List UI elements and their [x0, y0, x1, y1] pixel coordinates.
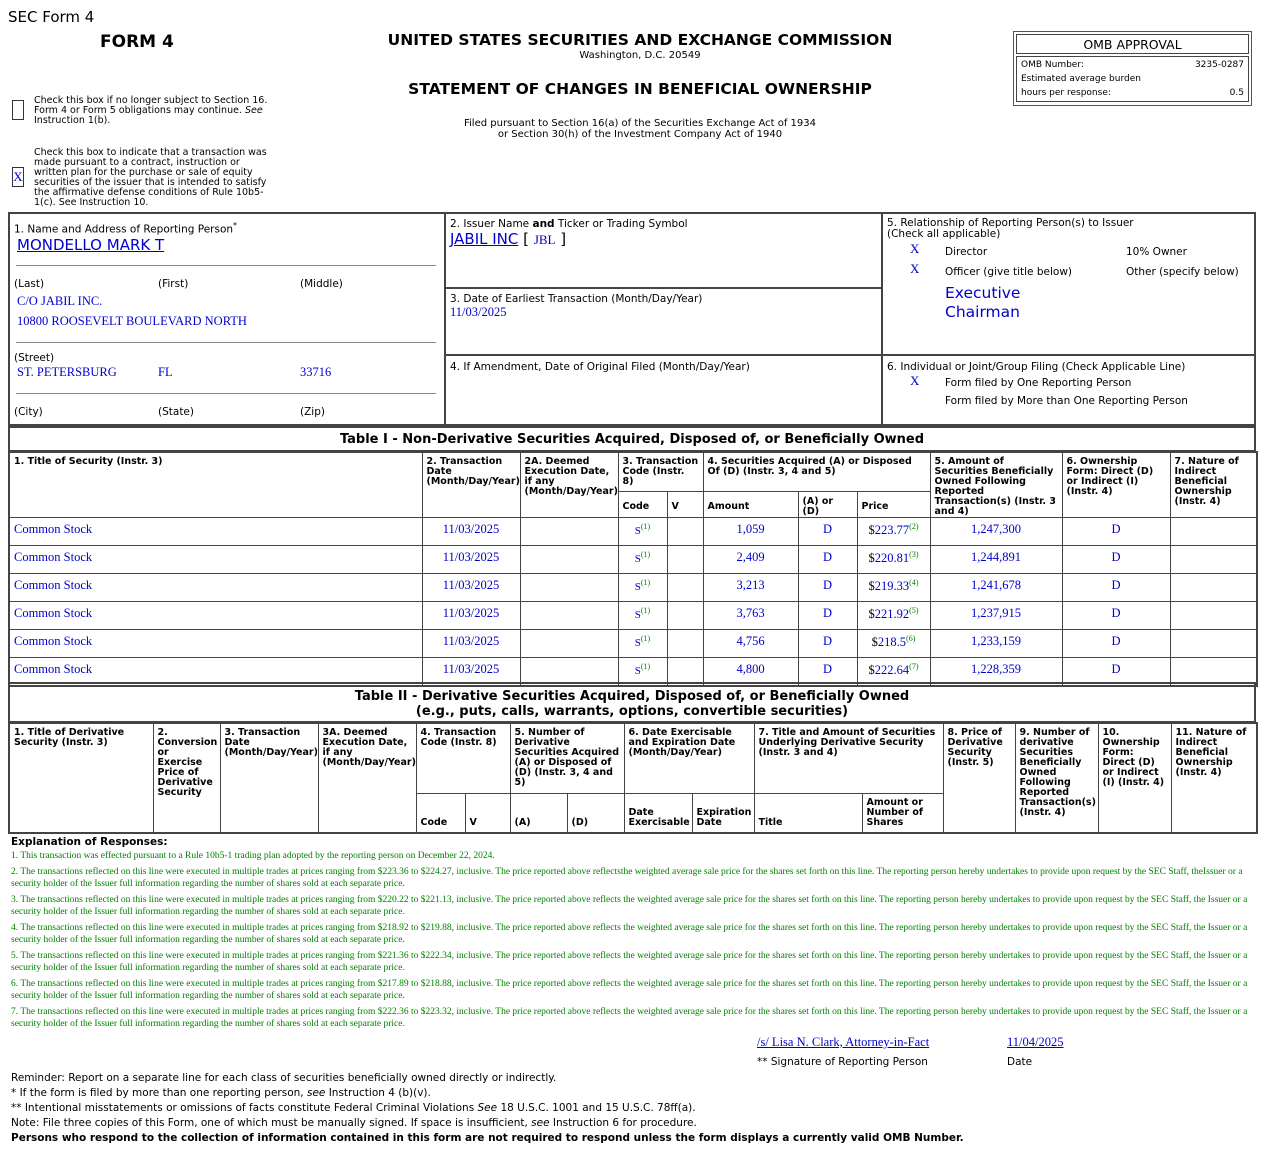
ownership-form: D: [1062, 602, 1170, 630]
nature-of-ownership: [1170, 574, 1257, 602]
section16-checkbox[interactable]: [12, 100, 24, 120]
price-footnote: (5): [909, 606, 919, 615]
t2-header-deemed: 3A. Deemed Execution Date, if any (Month/Day/Year): [318, 723, 416, 833]
ownership-form: D: [1062, 630, 1170, 658]
t2-header-code: 4. Transaction Code (Instr. 8): [416, 723, 510, 793]
price: [857, 574, 930, 602]
owned-following: 1,247,300: [930, 518, 1062, 546]
security-title-link[interactable]: [9, 602, 422, 630]
t1-header-deemed: 2A. Deemed Execution Date, if any (Month/Day/Year): [520, 452, 618, 518]
t2-subheader-d: (D): [567, 793, 624, 833]
reporting-person-label-text: 1. Name and Address of Reporting Person: [14, 223, 234, 236]
amount: 1,059: [703, 518, 798, 546]
security-title[interactable]: Common Stock: [14, 522, 93, 536]
issuer-label: [450, 218, 688, 230]
nature-of-ownership: [1170, 602, 1257, 630]
price-value: 223.77: [874, 523, 910, 538]
ticker-symbol: JBL: [533, 232, 556, 247]
price-symbol: $: [868, 663, 875, 678]
table2-title-1: Table II - Derivative Securities Acquired, Disposed of, or Beneficially Owned: [354, 689, 910, 704]
security-title-link[interactable]: [9, 630, 422, 658]
earliest-transaction-label: 3. Date of Earliest Transaction (Month/Day/Year): [450, 293, 703, 305]
t2-header-conversion: 2. Conversion or Exercise Price of Derivative Security: [153, 723, 220, 833]
price-footnote: (6): [906, 634, 916, 643]
price-symbol: $: [868, 607, 875, 622]
t2-subheader-expiration: Expiration Date: [692, 793, 754, 833]
footnote-6: 6. The transactions reflected on this line were executed in multiple trades at prices ranging from $217.89 to $218.88, inclusive. The price reported above reflects the weighted average sale price for the shares set forth on this line. The reporting person hereby undertakes to provide upon request by the SEC Staff, the Issuer or a security holder of the Issuer full information regarding the number of shares sold at each separate price.: [11, 979, 1248, 1001]
filed-pursuant-line-1: Filed pursuant to Section 16(a) of the Securities Exchange Act of 1934: [464, 118, 816, 129]
note3-a: Note: File three copies of this Form, one of which must be manually signed. If space is insufficient,: [11, 1117, 532, 1129]
acquired-or-disposed: D: [798, 518, 857, 546]
owned-following: 1,241,678: [930, 574, 1062, 602]
officer-mark[interactable]: X: [910, 261, 920, 276]
filing-box: [881, 354, 1256, 426]
omb-details: [1016, 56, 1249, 102]
t1-header-code: 3. Transaction Code (Instr. 8): [618, 452, 703, 492]
acquired-or-disposed: D: [798, 630, 857, 658]
footnote-4: 4. The transactions reflected on this line were executed in multiple trades at prices ranging from $218.92 to $219.88, inclusive. The price reported above reflects the weighted average sale price for the shares set forth on this line. The reporting person hereby undertakes to provide upon request by the SEC Staff, the Issuer or a security holder of the Issuer full information regarding the number of shares sold at each separate price.: [11, 923, 1248, 945]
t2-header-underlying: 7. Title and Amount of Securities Underlying Derivative Security (Instr. 3 and 4): [754, 723, 943, 793]
t2-header-title: 1. Title of Derivative Security (Instr. 3): [9, 723, 153, 833]
filed-pursuant: [340, 118, 940, 140]
t2-subheader-code: Code: [416, 793, 465, 833]
t2-header-owned: 9. Number of derivative Securities Beneficially Owned Following Reported Transaction(s) (Instr. 4): [1015, 723, 1098, 833]
price-footnote: (3): [909, 550, 919, 559]
ten-percent-owner-label: 10% Owner: [1126, 246, 1187, 258]
signature-date[interactable]: 11/04/2025: [1007, 1035, 1064, 1049]
t1-subheader-code: Code: [618, 492, 667, 518]
price: [857, 518, 930, 546]
table2-title: [8, 682, 1256, 723]
street-label: (Street): [14, 352, 55, 364]
footnote-1: 1. This transaction was effected pursuant to a Rule 10b5-1 trading plan adopted by the reporting person on December 22, 2024.: [11, 851, 495, 861]
name-divider: [16, 265, 436, 266]
amendment-label: 4. If Amendment, Date of Original Filed (Month/Day/Year): [450, 361, 750, 373]
acquired-or-disposed: D: [798, 602, 857, 630]
reporting-person-box: [8, 212, 446, 426]
section16-text-1: Check this box if no longer subject to Section 16. Form 4 or Form 5 obligations may continue.: [34, 95, 268, 116]
transaction-code: [618, 574, 667, 602]
issuer-label-and: and: [532, 218, 555, 230]
note1-b: Instruction 4 (b)(v).: [325, 1087, 431, 1099]
relationship-label-2: (Check all applicable): [887, 228, 1001, 240]
statement-title: STATEMENT OF CHANGES IN BENEFICIAL OWNERSHIP: [408, 80, 872, 98]
t2-header-form: 10. Ownership Form: Direct (D) or Indirect (I) (Instr. 4): [1098, 723, 1171, 833]
security-title[interactable]: Common Stock: [14, 634, 93, 648]
t1-header-acquired: 4. Securities Acquired (A) or Disposed Of (D) (Instr. 3, 4 and 5): [703, 452, 930, 492]
other-label: Other (specify below): [1126, 266, 1239, 278]
state-label: (State): [158, 406, 194, 418]
file-copies-note: [11, 1116, 1251, 1131]
v-cell: [667, 574, 703, 602]
table-row: [9, 602, 1257, 630]
security-title[interactable]: Common Stock: [14, 550, 93, 564]
omb-number-label: OMB Number:: [1021, 60, 1084, 70]
reporting-person-name[interactable]: MONDELLO MARK T: [17, 236, 165, 254]
table1: [8, 451, 1258, 687]
deemed-date: [520, 630, 618, 658]
code-value: S: [634, 637, 641, 650]
signature-label: ** Signature of Reporting Person: [757, 1056, 928, 1068]
code-footnote: (1): [640, 662, 651, 671]
acquired-or-disposed: D: [798, 546, 857, 574]
deemed-date: [520, 602, 618, 630]
zip-value: 33716: [300, 365, 332, 379]
acquired-or-disposed: D: [798, 574, 857, 602]
multi-person-label: Form filed by More than One Reporting Person: [945, 395, 1188, 407]
relationship-box: [881, 212, 1256, 356]
omb-burden-label: Estimated average burden: [1021, 74, 1141, 84]
owned-following: 1,228,359: [930, 658, 1062, 686]
amount: 4,756: [703, 630, 798, 658]
price: [857, 546, 930, 574]
t2-subheader-a: (A): [510, 793, 567, 833]
issuer-label-1: 2. Issuer Name: [450, 218, 533, 230]
security-title[interactable]: Common Stock: [14, 578, 93, 592]
transaction-date: 11/03/2025: [422, 658, 520, 686]
issuer-label-2: Ticker or Trading Symbol: [554, 218, 688, 230]
security-title[interactable]: Common Stock: [14, 606, 93, 620]
price-symbol: $: [868, 579, 875, 594]
footnotes: [11, 850, 1251, 1034]
t2-header-exercisable: 6. Date Exercisable and Expiration Date (Month/Day/Year): [624, 723, 754, 793]
last-label: (Last): [14, 278, 45, 290]
t1-subheader-price: Price: [857, 492, 930, 518]
officer-title-1: Executive: [945, 284, 1021, 302]
price-value: 222.64: [874, 663, 910, 678]
transaction-date: 11/03/2025: [422, 546, 520, 574]
code-footnote: (1): [640, 606, 651, 615]
nature-of-ownership: [1170, 630, 1257, 658]
t2-subheader-title: Title: [754, 793, 862, 833]
t2-subheader-v: V: [465, 793, 510, 833]
footnote-7: 7. The transactions reflected on this line were executed in multiple trades at prices ranging from $222.36 to $223.32, inclusive. The price reported above reflects the weighted average sale price for the shares set forth on this line. The reporting person hereby undertakes to provide upon request by the SEC Staff, the Issuer or a security holder of the Issuer full information regarding the number of shares sold at each separate price.: [11, 1007, 1248, 1029]
price-value: 220.81: [874, 551, 910, 566]
ownership-form: D: [1062, 658, 1170, 686]
t2-header-nature: 11. Nature of Indirect Beneficial Ownership (Instr. 4): [1171, 723, 1257, 833]
footnote-3: 3. The transactions reflected on this line were executed in multiple trades at prices ranging from $220.22 to $221.13, inclusive. The price reported above reflects the weighted average sale price for the shares set forth on this line. The reporting person hereby undertakes to provide upon request by the SEC Staff, the Issuer or a security holder of the Issuer full information regarding the number of shares sold at each separate price.: [11, 895, 1248, 917]
price-footnote: (2): [909, 522, 919, 531]
amount: 2,409: [703, 546, 798, 574]
state-value: FL: [158, 365, 173, 379]
ownership-form: D: [1062, 546, 1170, 574]
omb-number-value: 3235-0287: [1194, 60, 1244, 70]
transaction-date: 11/03/2025: [422, 518, 520, 546]
table-row: [9, 518, 1257, 546]
earliest-transaction-value: 11/03/2025: [450, 305, 507, 319]
v-cell: [667, 602, 703, 630]
price-footnote: (4): [909, 578, 919, 587]
owned-following: 1,244,891: [930, 546, 1062, 574]
filing-label: 6. Individual or Joint/Group Filing (Check Applicable Line): [887, 361, 1186, 373]
v-cell: [667, 630, 703, 658]
signature-name[interactable]: /s/ Lisa N. Clark, Attorney-in-Fact: [757, 1035, 930, 1049]
v-cell: [667, 518, 703, 546]
address-line-1: C/O JABIL INC.: [17, 294, 103, 308]
one-person-label: Form filed by One Reporting Person: [945, 377, 1132, 389]
owned-following: 1,237,915: [930, 602, 1062, 630]
t2-header-date: 3. Transaction Date (Month/Day/Year): [220, 723, 318, 833]
amount: 3,763: [703, 602, 798, 630]
form-title: FORM 4: [100, 32, 174, 52]
officer-title: [945, 284, 1020, 322]
section16-text: [34, 96, 269, 126]
rule10b5-text: Check this box to indicate that a transaction was made pursuant to a contract, instruction or written plan for the purchase or sale of equity securities of the issuer that is intended to satisfy the affirmative defense conditions of Rule 10b5-1(c). See Instruction 10.: [34, 147, 267, 208]
bracket-close: ]: [560, 230, 567, 248]
code-footnote: (1): [640, 522, 651, 531]
code-value: S: [634, 525, 641, 538]
city-label: (City): [14, 406, 43, 418]
t1-header-date: 2. Transaction Date (Month/Day/Year): [422, 452, 520, 518]
issuer-name[interactable]: JABIL INC: [450, 230, 519, 248]
transaction-code: [618, 602, 667, 630]
deemed-date: [520, 546, 618, 574]
date-label: Date: [1007, 1056, 1033, 1068]
note2-b: 18 U.S.C. 1001 and 15 U.S.C. 78ff(a).: [497, 1102, 696, 1114]
deemed-date: [520, 518, 618, 546]
transaction-code: [618, 546, 667, 574]
t1-subheader-amount: Amount: [703, 492, 798, 518]
officer-label: Officer (give title below): [945, 266, 1073, 278]
footer-notes: [11, 1071, 1251, 1146]
t1-subheader-aord: (A) or (D): [798, 492, 857, 518]
section16-see: See: [244, 105, 263, 116]
reporting-person-star: *: [233, 221, 238, 230]
v-cell: [667, 546, 703, 574]
table-row: [9, 574, 1257, 602]
price-value: 218.5: [877, 635, 907, 650]
address-line-2: 10800 ROOSEVELT BOULEVARD NORTH: [17, 314, 247, 328]
price-symbol: $: [868, 551, 875, 566]
price-symbol: $: [868, 523, 875, 538]
code-value: S: [634, 609, 641, 622]
nature-of-ownership: [1170, 546, 1257, 574]
filed-pursuant-line-2: or Section 30(h) of the Investment Company Act of 1940: [497, 129, 783, 140]
code-value: S: [634, 665, 641, 678]
omb-persons-note: Persons who respond to the collection of information contained in this form are not required to respond unless the form displays a currently valid OMB Number.: [11, 1132, 964, 1144]
code-value: S: [634, 553, 641, 566]
explanation-title: Explanation of Responses:: [11, 836, 168, 848]
agency-address: Washington, D.C. 20549: [579, 50, 701, 61]
price-symbol: $: [871, 635, 878, 650]
misstatements-note: [11, 1101, 1251, 1116]
nature-of-ownership: [1170, 518, 1257, 546]
reporting-person-label: [14, 221, 237, 236]
t1-header-nature: 7. Nature of Indirect Beneficial Ownership (Instr. 4): [1170, 452, 1257, 518]
note3-see: see: [531, 1117, 550, 1129]
first-label: (First): [158, 278, 189, 290]
amendment-box: [444, 354, 883, 426]
transaction-code: [618, 518, 667, 546]
t1-header-owned: 5. Amount of Securities Beneficially Owned Following Reported Transaction(s) (Instr. 3 and 4): [930, 452, 1062, 518]
t1-header-title: 1. Title of Security (Instr. 3): [9, 452, 422, 518]
transaction-date: 11/03/2025: [422, 602, 520, 630]
reminder-note: Reminder: Report on a separate line for each class of securities beneficially owned directly or indirectly.: [11, 1072, 557, 1084]
table1-title: Table I - Non-Derivative Securities Acquired, Disposed of, or Beneficially Owned: [8, 426, 1256, 452]
code-value: S: [634, 581, 641, 594]
acquired-or-disposed: D: [798, 658, 857, 686]
security-title-link[interactable]: [9, 546, 422, 574]
security-title-link[interactable]: [9, 518, 422, 546]
note3-b: Instruction 6 for procedure.: [549, 1117, 697, 1129]
ownership-form: D: [1062, 518, 1170, 546]
t1-header-form: 6. Ownership Form: Direct (D) or Indirect (I) (Instr. 4): [1062, 452, 1170, 518]
omb-hours-label: hours per response:: [1021, 88, 1111, 98]
t2-subheader-amount: Amount or Number of Shares: [862, 793, 943, 833]
price-value: 221.92: [874, 607, 910, 622]
agency-name: UNITED STATES SECURITIES AND EXCHANGE COMMISSION: [387, 31, 893, 49]
price-footnote: (7): [909, 662, 919, 671]
t1-subheader-v: V: [667, 492, 703, 518]
table2: [8, 722, 1258, 834]
director-mark[interactable]: X: [910, 241, 920, 256]
middle-label: (Middle): [300, 278, 343, 290]
transaction-date: 11/03/2025: [422, 574, 520, 602]
amount: 3,213: [703, 574, 798, 602]
code-footnote: (1): [640, 634, 651, 643]
ownership-form: D: [1062, 574, 1170, 602]
security-title[interactable]: Common Stock: [14, 662, 93, 676]
rule10b5-checkbox[interactable]: X: [12, 167, 24, 187]
omb-approval-box: [1013, 31, 1252, 106]
table-row: [9, 546, 1257, 574]
owned-following: 1,233,159: [930, 630, 1062, 658]
note2-a: ** Intentional misstatements or omissions of facts constitute Federal Criminal Violations: [11, 1102, 478, 1114]
deemed-date: [520, 574, 618, 602]
director-label: Director: [945, 246, 988, 258]
note1-see: see: [306, 1087, 326, 1099]
note2-see: See: [477, 1102, 498, 1114]
price: [857, 630, 930, 658]
section16-text-2: Instruction 1(b).: [34, 115, 111, 126]
price: [857, 602, 930, 630]
issuer-name-line: [450, 230, 566, 248]
omb-hours-value: 0.5: [1229, 88, 1244, 98]
price-value: 219.33: [874, 579, 910, 594]
footnote-2: 2. The transactions reflected on this line were executed in multiple trades at prices ranging from $223.36 to $224.27, inclusive. The price reported above reflectsthe weighted average sale price for the shares set forth on this line. The reporting person hereby undertakes to provide upon request by the SEC Staff, theIssuer or a security holder of the Issuer full information regarding the number of shares sold at each separate price.: [11, 867, 1243, 889]
earliest-transaction-box: [444, 287, 883, 356]
relationship-label: [887, 218, 1134, 240]
t2-subheader-date-exercisable: Date Exercisable: [624, 793, 692, 833]
code-footnote: (1): [640, 578, 651, 587]
note1-a: * If the form is filed by more than one reporting person,: [11, 1087, 307, 1099]
amount: 4,800: [703, 658, 798, 686]
city-divider: [16, 393, 436, 394]
one-person-mark[interactable]: X: [910, 373, 920, 388]
transaction-code: [618, 630, 667, 658]
sec-form-label: SEC Form 4: [8, 8, 95, 26]
city-value: ST. PETERSBURG: [17, 365, 117, 379]
officer-title-2: Chairman: [945, 303, 1020, 321]
transaction-date: 11/03/2025: [422, 630, 520, 658]
security-title-link[interactable]: [9, 574, 422, 602]
issuer-box: [444, 212, 883, 289]
table2-title-2: (e.g., puts, calls, warrants, options, convertible securities): [415, 704, 849, 719]
footnote-5: 5. The transactions reflected on this line were executed in multiple trades at prices ranging from $221.36 to $222.34, inclusive. The price reported above reflects the weighted average sale price for the shares set forth on this line. The reporting person hereby undertakes to provide upon request by the SEC Staff, the Issuer or a security holder of the Issuer full information regarding the number of shares sold at each separate price.: [11, 951, 1248, 973]
bracket-open: [: [523, 230, 530, 248]
table-row: [9, 630, 1257, 658]
multiple-reporting-note: [11, 1086, 1251, 1101]
t2-header-price: 8. Price of Derivative Security (Instr. 5): [943, 723, 1015, 833]
street-divider: [16, 342, 436, 343]
omb-title: OMB APPROVAL: [1016, 34, 1249, 54]
t2-header-number: 5. Number of Derivative Securities Acquired (A) or Disposed of (D) (Instr. 3, 4 and 5): [510, 723, 624, 793]
relationship-label-1: 5. Relationship of Reporting Person(s) to Issuer: [887, 217, 1134, 229]
code-footnote: (1): [640, 550, 651, 559]
zip-label: (Zip): [300, 406, 325, 418]
